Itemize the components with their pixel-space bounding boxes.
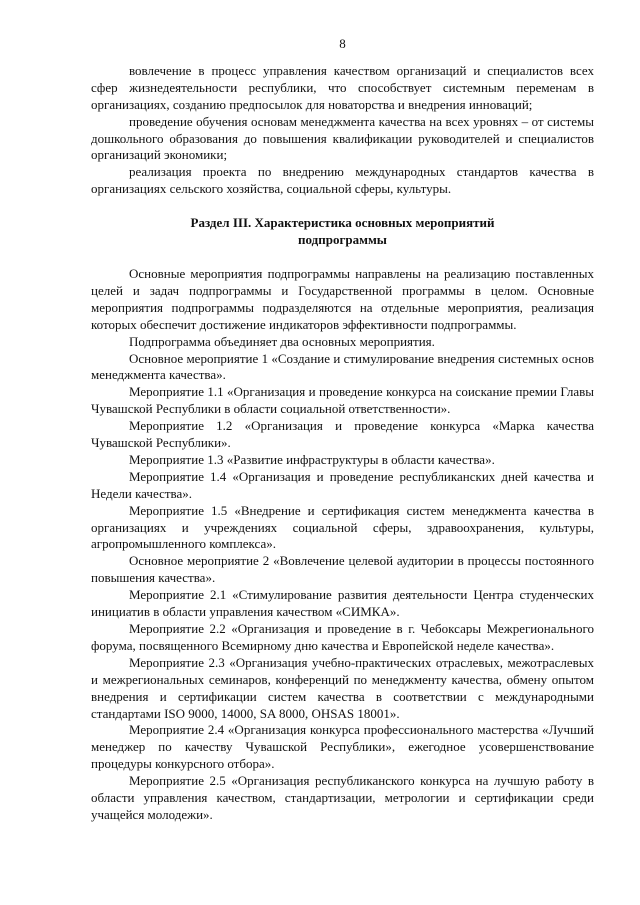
paragraph: Мероприятие 2.4 «Организация конкурса профессионального мастерства «Лучший менеджер по качеству Чувашской Республики», ежегодное усовершенствование процедуры конкурсного отбора».	[91, 722, 594, 772]
paragraph: Мероприятие 1.2 «Организация и проведение конкурса «Марка качества Чувашской Республики».	[91, 418, 594, 451]
paragraph: Мероприятие 1.3 «Развитие инфраструктуры в области качества».	[129, 451, 495, 467]
paragraph: Мероприятие 2.3 «Организация учебно-практических отраслевых, межотраслевых и межрегиональных семинаров, конференций по менеджменту качества, обмену опытом внедрения и сертификации систем качества в соответствии с международными стандартами ISO 9000, 14000, SA 8000, OHSAS 18001».	[91, 654, 594, 721]
section-heading	[91, 215, 594, 249]
paragraph: реализация проекта по внедрению международных стандартов качества в организациях сельского хозяйства, социальной сферы, культуры.	[91, 164, 594, 197]
paragraph: Мероприятие 1.5 «Внедрение и сертификация систем менеджмента качества в организациях и учреждениях социальной сферы, здравоохранения, культуры, агропромышленного комплекса».	[91, 502, 594, 552]
paragraph: Основное мероприятие 2 «Вовлечение целевой аудитории в процессы постоянного повышения качества».	[91, 553, 594, 586]
paragraph: Мероприятие 2.5 «Организация республиканского конкурса на лучшую работу в области управления качеством, стандартизации, метрологии и сертификации среди учащейся молодежи».	[91, 773, 594, 822]
paragraph: вовлечение в процесс управления качеством организаций и специалистов всех сфер жизнедеятельности республики, что способствует системным переменам в организациях, созданию предпосылок для новаторства и внедрения инноваций;	[91, 62, 594, 112]
paragraph: Подпрограмма объединяет два основных мероприятия.	[129, 333, 435, 349]
section-body	[91, 266, 594, 824]
paragraph: Мероприятие 2.2 «Организация и проведение в г. Чебоксары Межрегионального форума, посвященного Всемирному дню качества и Европейской неделе качества».	[91, 621, 594, 653]
paragraph: Основное мероприятие 1 «Создание и стимулирование внедрения системных основ менеджмента качества».	[91, 350, 594, 383]
page-number: 8	[339, 36, 346, 51]
paragraph: Мероприятие 1.1 «Организация и проведение конкурса на соискание премии Главы Чувашской Республики в области социальной ответственности».	[91, 384, 594, 417]
section-heading-line: Раздел III. Характеристика основных мероприятий	[190, 215, 495, 231]
paragraph: Мероприятие 2.1 «Стимулирование развития деятельности Центра студенческих инициатив в области управления качеством «СИМКА».	[91, 587, 594, 620]
intro-block	[91, 63, 594, 198]
paragraph: Мероприятие 1.4 «Организация и проведение республиканских дней качества и Недели качества».	[91, 468, 594, 501]
paragraph: проведение обучения основам менеджмента качества на всех уровнях – от системы дошкольного образования до повышения квалификации руководителей и специалистов организаций экономики;	[91, 113, 594, 163]
paragraph: Основные мероприятия подпрограммы направлены на реализацию поставленных целей и задач подпрограммы и Государственной программы в целом. Основные мероприятия подпрограммы подразделяются на отдельные мероприятия, реализация которых обеспечит достижение индикаторов эффективности подпрограммы.	[91, 265, 594, 332]
section-heading-line: подпрограммы	[298, 232, 387, 248]
